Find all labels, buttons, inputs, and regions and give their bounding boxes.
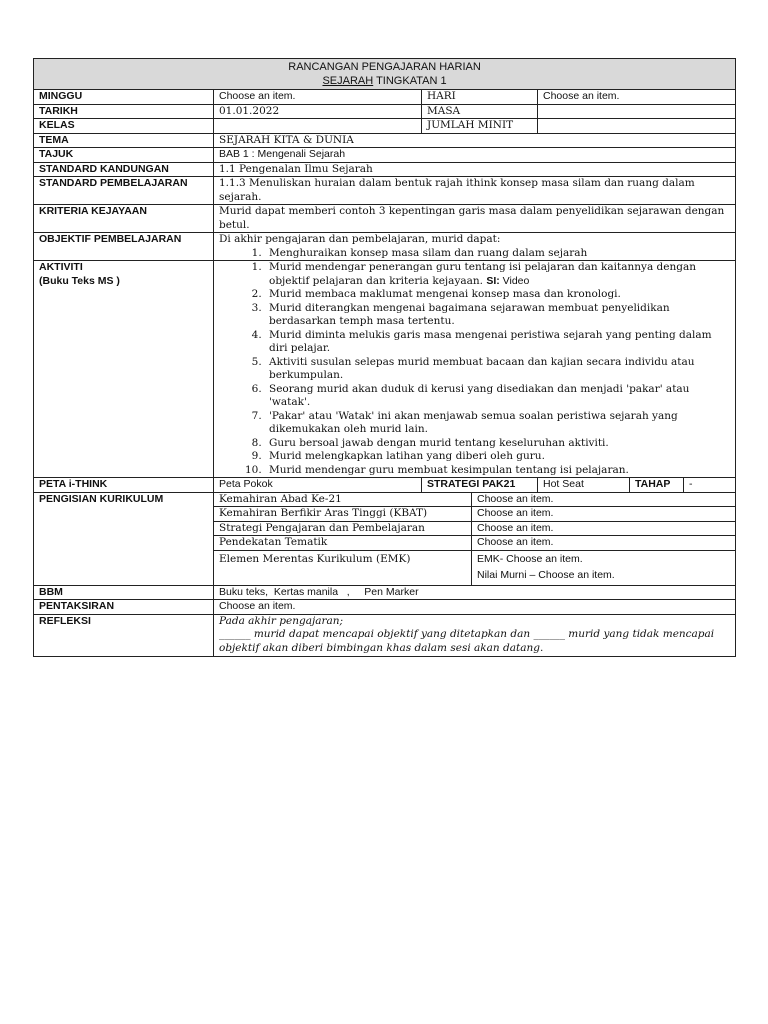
minggu-label: MINGGU — [34, 90, 214, 105]
aktiviti-item: 3. Murid diterangkan mengenai bagaimana sejarawan membuat penyelidikan berdasarkan temph masa tertentu. — [265, 302, 730, 329]
tema-value[interactable]: SEJARAH KITA & DUNIA — [214, 133, 736, 148]
pentaksiran-label: PENTAKSIRAN — [34, 600, 214, 615]
tahap-value[interactable]: - — [684, 478, 736, 493]
aktiviti-sublabel: (Buku Teks MS ) — [39, 274, 120, 287]
pengisian-item-name: Strategi Pengajaran dan Pembelajaran — [214, 521, 472, 536]
peta-value[interactable]: Peta Pokok — [214, 478, 422, 493]
tarikh-label: TARIKH — [34, 104, 214, 119]
standard-kandungan-value[interactable]: 1.1 Pengenalan Ilmu Sejarah — [214, 162, 736, 177]
si-value: Video — [499, 274, 530, 287]
row-minggu — [34, 90, 736, 105]
refleksi-label: REFLEKSI — [34, 614, 214, 657]
document-subtitle — [34, 74, 735, 88]
masa-label: MASA — [422, 104, 538, 119]
row-refleksi — [34, 614, 736, 657]
tarikh-value[interactable]: 01.01.2022 — [214, 104, 422, 119]
row-pentaksiran — [34, 600, 736, 615]
lesson-plan-table — [33, 58, 736, 657]
document-header — [34, 59, 736, 90]
aktiviti-label-cell — [34, 261, 214, 478]
form-level: TINGKATAN 1 — [373, 75, 447, 87]
hari-dropdown[interactable]: Choose an item. — [538, 90, 736, 105]
row-kriteria — [34, 205, 736, 233]
kelas-value[interactable] — [214, 119, 422, 134]
hari-label: HARI — [422, 90, 538, 105]
pengisian-item-name: Kemahiran Abad Ke-21 — [214, 492, 472, 507]
aktiviti-item-text: Murid mendengar penerangan guru tentang isi pelajaran dan kaitannya dengan objektif pelajaran dan kriteria kejayaan. — [269, 261, 696, 287]
lesson-plan-document — [33, 58, 735, 657]
aktiviti-item — [265, 261, 730, 288]
pengisian-label: PENGISIAN KURIKULUM — [34, 492, 214, 585]
aktiviti-label: AKTIVITI — [39, 261, 83, 273]
tajuk-label: TAJUK — [34, 148, 214, 163]
row-objektif — [34, 233, 736, 261]
peta-label: PETA i-THINK — [34, 478, 214, 493]
strategi-value[interactable]: Hot Seat — [538, 478, 630, 493]
aktiviti-item: 6. Seorang murid akan duduk di kerusi yang disediakan dan menjadi 'pakar' atau 'watak'. — [265, 383, 730, 410]
masa-value[interactable] — [538, 104, 736, 119]
kelas-label: KELAS — [34, 119, 214, 134]
refleksi-value[interactable] — [214, 614, 736, 657]
objektif-value[interactable] — [214, 233, 736, 261]
aktiviti-item: 7. 'Pakar' atau 'Watak' ini akan menjawab semua soalan peristiwa sejarah yang dikemukakan oleh murid lain. — [265, 410, 730, 437]
emk-dropdown[interactable]: EMK- Choose an item. — [477, 552, 583, 565]
pentaksiran-dropdown[interactable]: Choose an item. — [214, 600, 736, 615]
document-title: RANCANGAN PENGAJARAN HARIAN — [288, 61, 481, 73]
jumlah-minit-label: JUMLAH MINIT — [422, 119, 538, 134]
refleksi-line2: ______ murid dapat mencapai objektif yang ditetapkan dan ______ murid yang tidak mencapai objektif akan diberi bimbingan khas dalam sesi akan datang. — [219, 628, 715, 654]
emk-cell — [472, 550, 736, 585]
si-label: SI: — [486, 274, 500, 287]
aktiviti-list — [219, 261, 730, 477]
row-kelas — [34, 119, 736, 134]
pengisian-item-dropdown[interactable]: Choose an item. — [472, 492, 736, 507]
row-tarikh — [34, 104, 736, 119]
aktiviti-item: 9. Murid melengkapkan latihan yang diberi oleh guru. — [265, 450, 730, 464]
refleksi-line1: Pada akhir pengajaran; — [219, 614, 344, 627]
kriteria-label: KRITERIA KEJAYAAN — [34, 205, 214, 233]
row-tajuk — [34, 148, 736, 163]
tahap-label: TAHAP — [630, 478, 684, 493]
pengisian-item-dropdown[interactable]: Choose an item. — [472, 536, 736, 551]
row-tema — [34, 133, 736, 148]
tema-label: TEMA — [34, 133, 214, 148]
aktiviti-item: 5. Aktiviti susulan selepas murid membuat bacaan dan kajian secara individu atau berkumpulan. — [265, 356, 730, 383]
row-standard-pembelajaran — [34, 177, 736, 205]
standard-pembelajaran-value[interactable]: 1.1.3 Menuliskan huraian dalam bentuk rajah ithink konsep masa silam dan ruang dalam sejarah. — [214, 177, 736, 205]
objektif-item: 1. Menghuraikan konsep masa silam dan ruang dalam sejarah — [265, 247, 730, 261]
header-row — [34, 59, 736, 90]
pengisian-item-name: Pendekatan Tematik — [214, 536, 472, 551]
pengisian-item-name: Elemen Merentas Kurikulum (EMK) — [214, 550, 472, 585]
objektif-list — [219, 247, 730, 261]
aktiviti-item: 4. Murid diminta melukis garis masa mengenai peristiwa sejarah yang penting dalam diri pelajar. — [265, 329, 730, 356]
row-pengisian-1 — [34, 492, 736, 507]
nilai-murni-dropdown[interactable]: Nilai Murni – Choose an item. — [477, 569, 615, 581]
objektif-label: OBJEKTIF PEMBELAJARAN — [34, 233, 214, 261]
standard-pembelajaran-label: STANDARD PEMBELAJARAN — [34, 177, 214, 205]
row-peta-ithink — [34, 478, 736, 493]
aktiviti-item: 2. Murid membaca maklumat mengenai konsep masa dan kronologi. — [265, 288, 730, 302]
aktiviti-item: 8. Guru bersoal jawab dengan murid tentang keseluruhan aktiviti. — [265, 437, 730, 451]
kriteria-value[interactable]: Murid dapat memberi contoh 3 kepentingan garis masa dalam penyelidikan sejarawan dengan betul. — [214, 205, 736, 233]
jumlah-minit-value[interactable] — [538, 119, 736, 134]
pengisian-item-name: Kemahiran Berfikir Aras Tinggi (KBAT) — [214, 507, 472, 522]
pengisian-item-dropdown[interactable]: Choose an item. — [472, 507, 736, 522]
bbm-label: BBM — [34, 585, 214, 600]
aktiviti-value[interactable] — [214, 261, 736, 478]
row-bbm — [34, 585, 736, 600]
minggu-dropdown[interactable]: Choose an item. — [214, 90, 422, 105]
tajuk-value[interactable]: BAB 1 : Mengenali Sejarah — [214, 148, 736, 163]
subject-name: SEJARAH — [322, 75, 374, 87]
bbm-value[interactable]: Buku teks, Kertas manila , Pen Marker — [214, 585, 736, 600]
objektif-intro: Di akhir pengajaran dan pembelajaran, murid dapat: — [219, 233, 501, 245]
strategi-label: STRATEGI PAK21 — [422, 478, 538, 493]
pengisian-item-dropdown[interactable]: Choose an item. — [472, 521, 736, 536]
standard-kandungan-label: STANDARD KANDUNGAN — [34, 162, 214, 177]
row-aktiviti — [34, 261, 736, 478]
aktiviti-item: 10. Murid mendengar guru membuat kesimpulan tentang isi pelajaran. — [265, 464, 730, 478]
row-standard-kandungan — [34, 162, 736, 177]
